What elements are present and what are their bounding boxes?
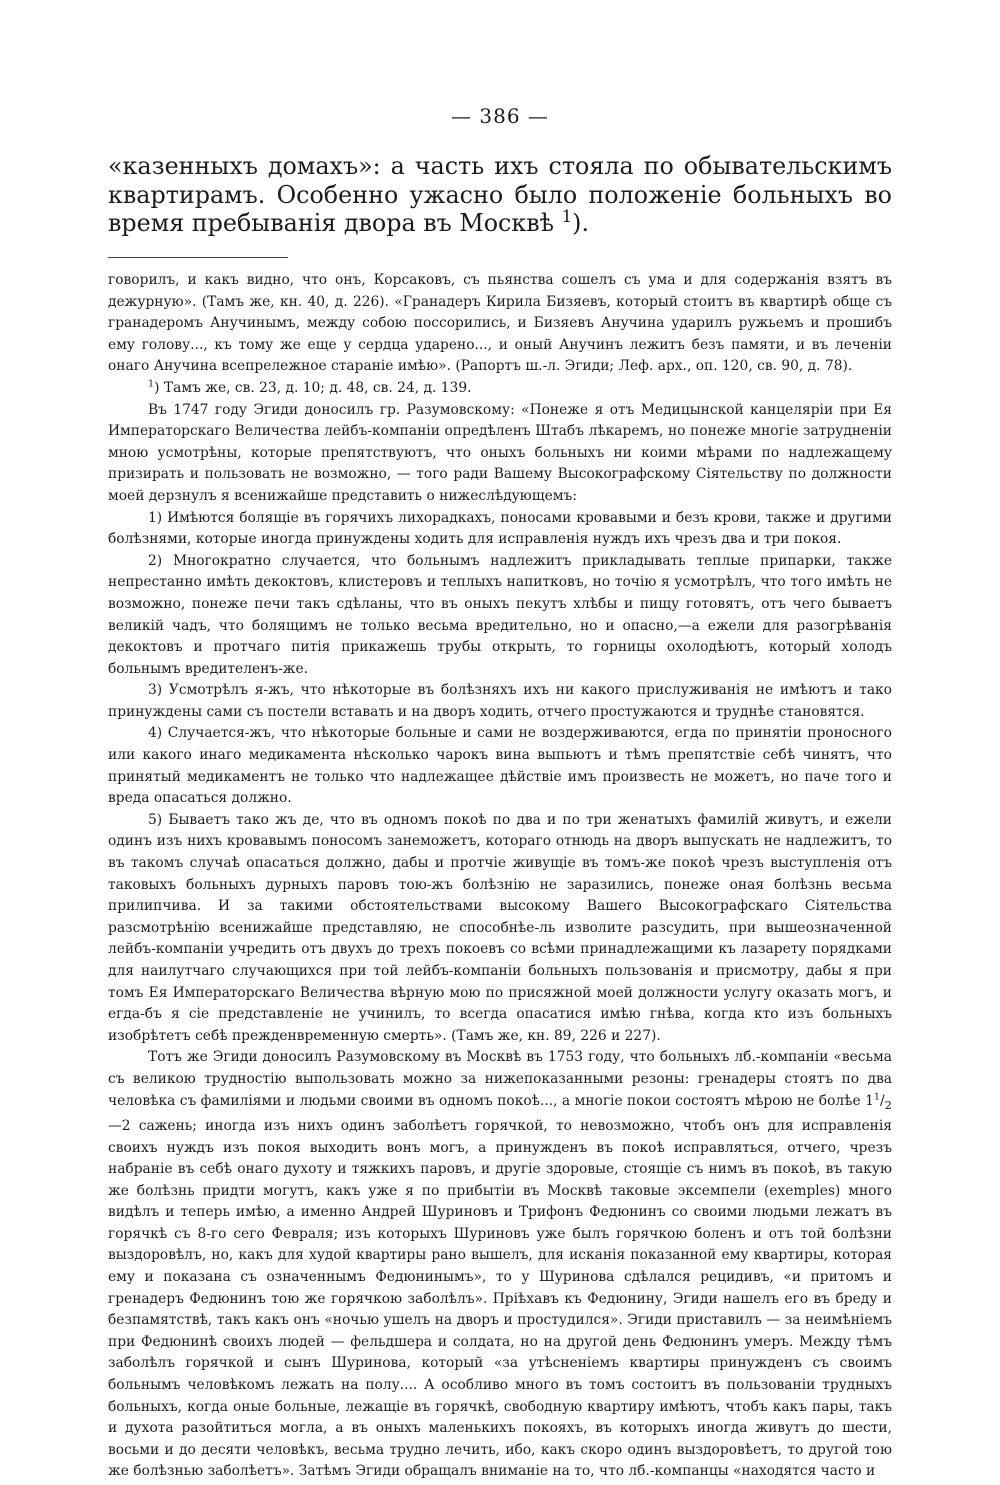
note-paragraph-4: 3) Усмотрѣлъ я-жъ, что нѣкоторые въ болѣзняхъ ихъ ни какого прислуживанія не имѣютъ и тако принуждены сами съ постели вставать и на дворъ ходить, отчего простужаются и труднѣе становятся.	[108, 682, 892, 720]
note-paragraph-5: 4) Случается-жъ, что нѣкоторые больные и сами не воздерживаются, егда по принятіи проносного или какого инаго медикамента нѣсколько чарокъ вина выпьютъ и тѣмъ препятствіе себѣ чинятъ, что принятый медикаментъ не только что надлежащее дѣйствіе имъ произвесть не можетъ, но паче того и вреда опасаться должно.	[108, 725, 892, 807]
page-number: — 386 —	[451, 104, 549, 128]
note-paragraph-6: 5) Бываетъ тако жъ де, что въ одномъ покоѣ по два и по три женатыхъ фамилій живутъ, и ежели одинъ изъ нихъ кровавымъ поносомъ занеможетъ, котораго отнюдь на дворъ выпускать не надлежитъ, то въ такомъ случаѣ опасаться должно, дабы и протчіе живущіе въ томъ-же покоѣ чрезъ выступленія отъ таковыхъ больныхъ дурныхъ паровъ тою-жъ болѣзнію не заразились, понеже оная болѣзнь весьма прилипчива. И за такими обстоятельствами высокому Вашего Высокографскаго Сіятельства разсмотрѣнію всенижайше представляю, не способнѣе-ль изволите разсудить, при вышеозначенной лейбъ-компаніи учредить отъ двухъ до трехъ покоевъ со всѣми принадлежащими къ лазарету порядками для наилутчаго случающихся при той лейбъ-компаніи больныхъ пользованія и присмотру, дабы я при томъ Ея Императорскаго Величества вѣрную мою по присяжной моей должности услугу оказать могъ, и егда-бъ я сіе представленіе не учинилъ, то всегда опасатися имѣю гнѣва, когда кто изъ больныхъ изобрѣтетъ себѣ прежденвременную смерть». (Тамъ же, кн. 89, 226 и 227).	[108, 811, 892, 1044]
note-paragraph-7-rest: —2 сажень; иногда изъ нихъ одинъ заболѣетъ горячкой, то невозможно, чтобъ онъ для исправленія своихъ нуждъ изъ покоя выходить вонъ могъ, а принужденъ въ покоѣ исправляться, отчего, чрезъ набраніе въ себѣ онаго духоту и тяжкихъ паровъ, и другіе здоровые, стоящіе съ нимъ въ покоѣ, въ такую же болѣзнь придти могутъ, какъ уже я по прибытіи въ Москвѣ таковые эксемпели (exemples) много видѣлъ и теперь имѣю, а именно Андрей Шуриновъ и Трифонъ Федюнинъ со своими людьми лежатъ въ горячкѣ съ 8-го сего Февраля; изъ которыхъ Шуриновъ уже былъ горячкою боленъ и отъ той болѣзни выздоровѣлъ, но, какъ для худой квартиры рано вышелъ, для исканія показанной ему квартиры, которая ему и показана съ означеннымъ Федюнинымъ», то у Шуринова сдѣлался рецидивъ, «и притомъ и гренадеръ Федюнинъ тою же горячкою заболѣлъ». Пріѣхавъ къ Федюнину, Эгиди нашелъ его въ бреду и безпамятствѣ, такъ какъ онъ «ночью ушелъ на дворъ и простудился». Эгиди приставилъ — за неимѣніемъ при Федюнинѣ своихъ людей — фельдшера и солдата, но на другой день Федюнинъ умеръ. Между тѣмъ заболѣлъ горячкой и сынъ Шуринова, который «за утѣсненіемъ квартиры принужденъ съ своимъ больнымъ человѣкомъ лежать на полу.... А особливо много въ томъ состоитъ въ пользованіи трудныхъ больныхъ, когда оные больные, лежащіе въ горячкѣ, свободную квартиру имѣютъ, чтобъ какъ пары, такъ и духота разойтиться могла, а въ оныхъ маленькихъ покояхъ, въ которыхъ иногда живутъ до шести, восьми и до десяти человѣкъ, весьма трудно лечить, ибо, какъ скоро одинъ выздоровѣетъ, то другой тою же болѣзнью заболѣетъ». Затѣмъ Эгиди обращалъ вниманіе на то, что лб.-компанцы «находятся часто и	[108, 1117, 892, 1480]
footnotes	[108, 270, 892, 1483]
fraction-slash: /	[880, 1092, 885, 1109]
main-text-tail: ).	[572, 209, 590, 237]
footnote-continuation: говорилъ, и какъ видно, что онъ, Корсаковъ, съ пьянства сошелъ съ ума и для содержанія взятъ въ дежурную». (Тамъ же, кн. 40, д. 226). «Гранадеръ Кирила Бизяевъ, который стоитъ въ квартирѣ обще съ гранадеромъ Анучинымъ, между собою поссорились, и Бизяевъ Анучина ударилъ ружьемъ и прошибъ ему голову..., къ тому же еще у сердца ударено..., и оный Анучинъ лежитъ безъ памяти, и въ леченіи онаго Анучина всепрележное стараніе имѣю». (Рапортъ ш.-л. Эгиди; Леф. арх., оп. 120, св. 90, д. 78).	[108, 272, 892, 375]
note-paragraph-3: 2) Многократно случается, что больнымъ надлежитъ прикладывать теплые припарки, также непрестанно имѣть декоктовъ, клистеровъ и теплыхъ напитковъ, но точію я усмотрѣлъ, что того имѣть не возможно, понеже печи такъ сдѣланы, что въ оныхъ пекутъ хлѣбы и пищу готовятъ, отъ чего бываетъ великій чадъ, что болящимъ не только весьма вредительно, но и опасно,—а ежели для разогрѣванія декоктовъ и протчаго питія прикажешь трубы открыть, то горницы охолодѣютъ, который холодъ больнымъ вредителенъ-же.	[108, 552, 892, 677]
fraction-numerator: 1	[873, 1090, 881, 1102]
note-paragraph-2: 1) Имѣются болящіе въ горячихъ лихорадкахъ, поносами кровавыми и безъ крови, также и другими болѣзнями, которые иногда принуждены ходить для исправленія нуждъ ихъ чрезъ два и три покоя.	[108, 509, 892, 548]
main-text-body: «казенныхъ домахъ»: а часть ихъ стояла по обывательскимъ квартирамъ. Особенно ужасно было положеніе больныхъ во время пребыванія двора въ Москвѣ	[108, 152, 892, 237]
main-paragraph	[108, 152, 892, 238]
fraction-denominator: 2	[884, 1097, 892, 1112]
note-paragraph-7-start: Тотъ же Эгиди доносилъ Разумовскому въ Москвѣ въ 1753 году, что больныхъ лб.-компаніи «весьма съ великою трудностію выпользовать можно за нижепоказанными резоны: гренадеры стоятъ по два человѣка съ фамиліями и людьми своими въ одномъ покоѣ..., а многіе покои состоятъ мѣрою не болѣе 1	[108, 1049, 892, 1109]
footnote-1-text: ) Тамъ же, св. 23, д. 10; д. 48, св. 24, д. 139.	[154, 379, 472, 396]
footnote-1	[108, 378, 892, 400]
main-text	[108, 152, 892, 238]
footnote-separator	[108, 257, 288, 258]
footnote-reference: 1	[561, 207, 573, 227]
footnote-1-mark: 1	[148, 378, 155, 390]
note-paragraph-7	[108, 1047, 892, 1483]
note-paragraph-1: Въ 1747 году Эгиди доносилъ гр. Разумовскому: «Понеже я отъ Медицынской канцеляріи при Ея Императорскаго Величества лейбъ-компаніи опредѣленъ Штабъ лѣкаремъ, но понеже многіе затрудненіи мною усмотрѣны, которые препятствуютъ, что оныхъ больныхъ ни коими мѣрами по надлежащему призирать и пользовать не возможно, — того ради Вашему Высокографскому Сіятельству по должности моей дерзнулъ я всенижайше представить о нижеслѣдующемъ:	[108, 401, 892, 504]
